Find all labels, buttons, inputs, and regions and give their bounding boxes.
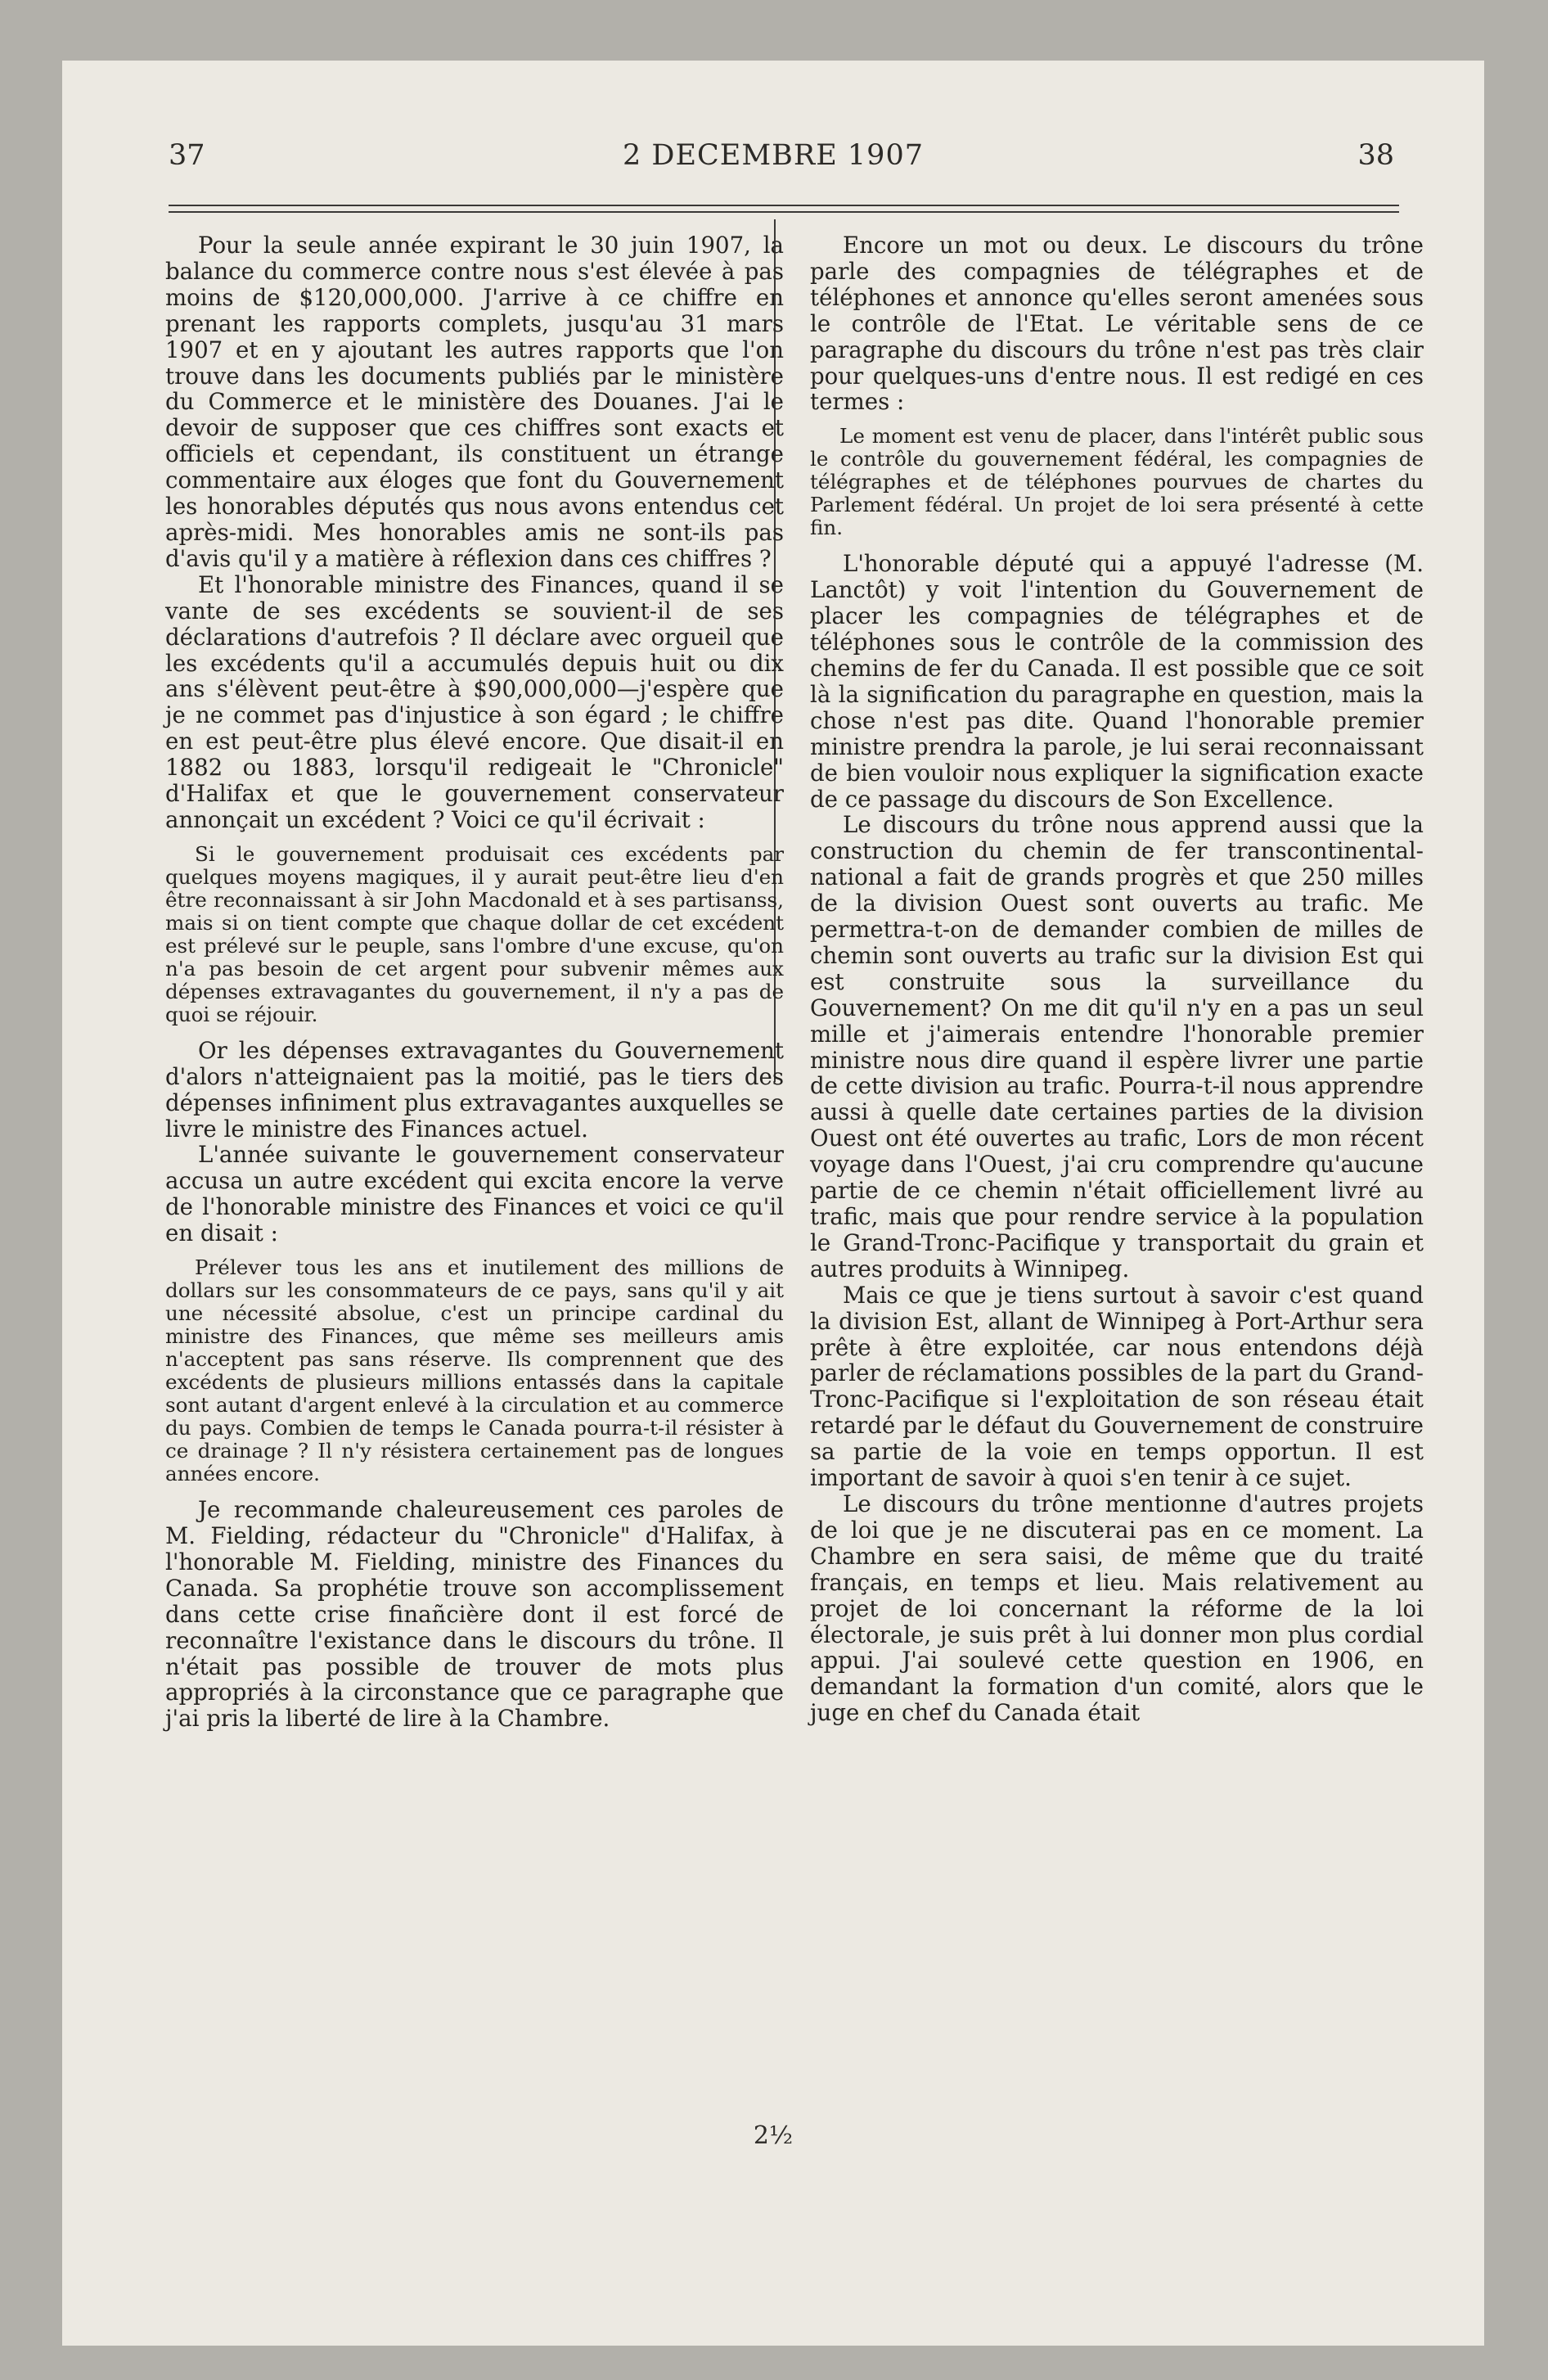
right-column — [810, 232, 1424, 1726]
paragraph: Le discours du trône nous apprend aussi que la construction du chemin de fer transcontinental-national a fait de grands progrès et que 250 milles de la division Ouest sont ouverts au trafic. Me permettra-t-on de demander combien de milles de chemin sont ouverts au trafic sur la division Est qui est construite sous la surveillance du Gouvernement? On me dit qu'il n'y en a pas un seul mille et j'aimerais entendre l'honorable premier ministre nous dire quand il espère livrer une partie de cette division au trafic. Pourra-t-il nous apprendre aussi à quelle date certaines parties de la division Ouest ont été ouvertes au trafic, Lors de mon récent voyage dans l'Ouest, j'ai cru comprendre qu'aucune partie de ce chemin n'était officiellement livré au trafic, mais que pour rendre service à la population le Grand-Tronc-Pacifique y transportait du grain et autres produits à Winnipeg. — [810, 811, 1424, 1282]
paragraph: Et l'honorable ministre des Finances, quand il se vante de ses excédents se souvient-il de ses déclarations d'autrefois ? Il déclare avec orgueil que les excédents qu'il a accumulés depuis huit ou dix ans s'élèvent peut-être à $90,000,000—j'espère que je ne commet pas d'injustice à son égard ; le chiffre en est peut-être plus élevé encore. Que disait-il en 1882 ou 1883, lorsqu'il redigeait le "Chronicle" d'Halifax et que le gouvernement conservateur annonçait un excédent ? Voici ce qu'il écrivait : — [165, 570, 784, 833]
page-number-left: 37 — [169, 139, 205, 172]
quotation: Le moment est venu de placer, dans l'intérêt public sous le contrôle du gouvernement fédéral, les compagnies de télégraphes et de téléphones pourvues de chartes du Parlement fédéral. Un projet de loi sera présenté à cette fin. — [810, 424, 1424, 540]
paragraph: Pour la seule année expirant le 30 juin 1907, la balance du commerce contre nous s'est élevée à pas moins de $120,000,000. J'arrive à ce chiffre en prenant les rapports complets, jusqu'au 31 mars 1907 et en y ajoutant les autres rapports que l'on trouve dans les documents publiés par le ministère du Commerce et le ministère des Douanes. J'ai le devoir de supposer que ces chiffres sont exacts et officiels et cependant, ils constituent un étrange commentaire aux éloges que font du Gouvernement les honorables députés qus nous avons entendus cet après-midi. Mes honorables amis ne sont-ils pas d'avis qu'il y a matière à réflexion dans ces chiffres ? — [165, 232, 784, 572]
paragraph: L'honorable député qui a appuyé l'adresse (M. Lanctôt) y voit l'intention du Gouvernement de placer les compagnies de télégraphes et de téléphones sous le contrôle de la commission des chemins de fer du Canada. Il est possible que ce soit là la signification du paragraphe en question, mais la chose n'est pas dite. Quand l'honorable premier ministre prendra la parole, je lui serai reconnaissant de bien vouloir nous expliquer la signification exacte de ce passage du discours de Son Excellence. — [810, 550, 1424, 813]
header-rule-bottom — [169, 211, 1399, 213]
paragraph: Encore un mot ou deux. Le discours du trône parle des compagnies de télégraphes et de téléphones et annonce qu'elles seront amenées sous le contrôle de l'Etat. Le véritable sens de ce paragraphe du discours du trône n'est pas très clair pour quelques-uns d'entre nous. Il est redigé en ces termes : — [810, 232, 1424, 416]
page-sheet — [62, 61, 1484, 2346]
page-header — [62, 139, 1484, 182]
running-title: 2 DECEMBRE 1907 — [623, 139, 924, 172]
paragraph: Le discours du trône mentionne d'autres projets de loi que je ne discuterai pas en ce moment. La Chambre en sera saisi, de même que du traité français, en temps et lieu. Mais relativement au projet de loi concernant la réforme de la loi électorale, je suis prêt à lui donner mon plus cordial appui. J'ai soulevé cette question en 1906, en demandant la formation d'un comité, alors que le juge en chef du Canada était — [810, 1490, 1424, 1727]
paragraph: Je recommande chaleureusement ces paroles de M. Fielding, rédacteur du "Chronicle" d'Halifax, à l'honorable M. Fielding, ministre des Finances du Canada. Sa prophétie trouve son accomplissement dans cette crise finañcière dont il est forcé de reconnaître l'existance dans le discours du trône. Il n'était pas possible de trouver de mots plus appropriés à la circonstance que ce paragraphe que j'ai pris la liberté de lire à la Chambre. — [165, 1496, 784, 1733]
quotation: Si le gouvernement produisait ces excédents par quelques moyens magiques, il y aurait peut-être lieu d'en être reconnaissant à sir John Macdonald et à ses partisanss, mais si on tient compte que chaque dollar de cet excédent est prélevé sur le peuple, sans l'ombre d'une excuse, qu'on n'a pas besoin de cet argent pour subvenir mêmes aux dépenses extravagantes du gouvernement, il n'y a pas de quoi se réjouir. — [165, 841, 784, 1026]
paragraph: Mais ce que je tiens surtout à savoir c'est quand la division Est, allant de Winnipeg à Port-Arthur sera prête à être exploitée, car nous entendons déjà parler de réclamations possibles de la part du Grand-Tronc-Pacifique si l'exploitation de son réseau était retardé par le défaut du Gouvernement de construire sa partie de la voie en temps opportun. Il est important de savoir à quoi s'en tenir à ce sujet. — [810, 1281, 1424, 1492]
paragraph: Or les dépenses extravagantes du Gouvernement d'alors n'atteignaient pas la moitié, pas le tiers des dépenses infiniment plus extravagantes auxquelles se livre le ministre des Finances actuel. — [165, 1036, 784, 1143]
left-column — [165, 232, 784, 1732]
header-rule-top — [169, 205, 1399, 206]
page-number-right: 38 — [1357, 139, 1394, 172]
signature-mark: 2½ — [753, 2121, 794, 2150]
paragraph: L'année suivante le gouvernement conservateur accusa un autre excédent qui excita encore la verve de l'honorable ministre des Finances et voici ce qu'il en disait : — [165, 1141, 784, 1247]
quotation: Prélever tous les ans et inutilement des millions de dollars sur les consommateurs de ce pays, sans qu'il y ait une nécessité absolue, c'est un principe cardinal du ministre des Finances, que même ses meilleurs amis n'acceptent pas sans réserve. Ils comprennent que des excédents de plusieurs millions entassés dans la capitale sont autant d'argent enlevé à la circulation et au commerce du pays. Combien de temps le Canada pourra-t-il résister à ce drainage ? Il n'y résistera certainement pas de longues années encore. — [165, 1255, 784, 1486]
